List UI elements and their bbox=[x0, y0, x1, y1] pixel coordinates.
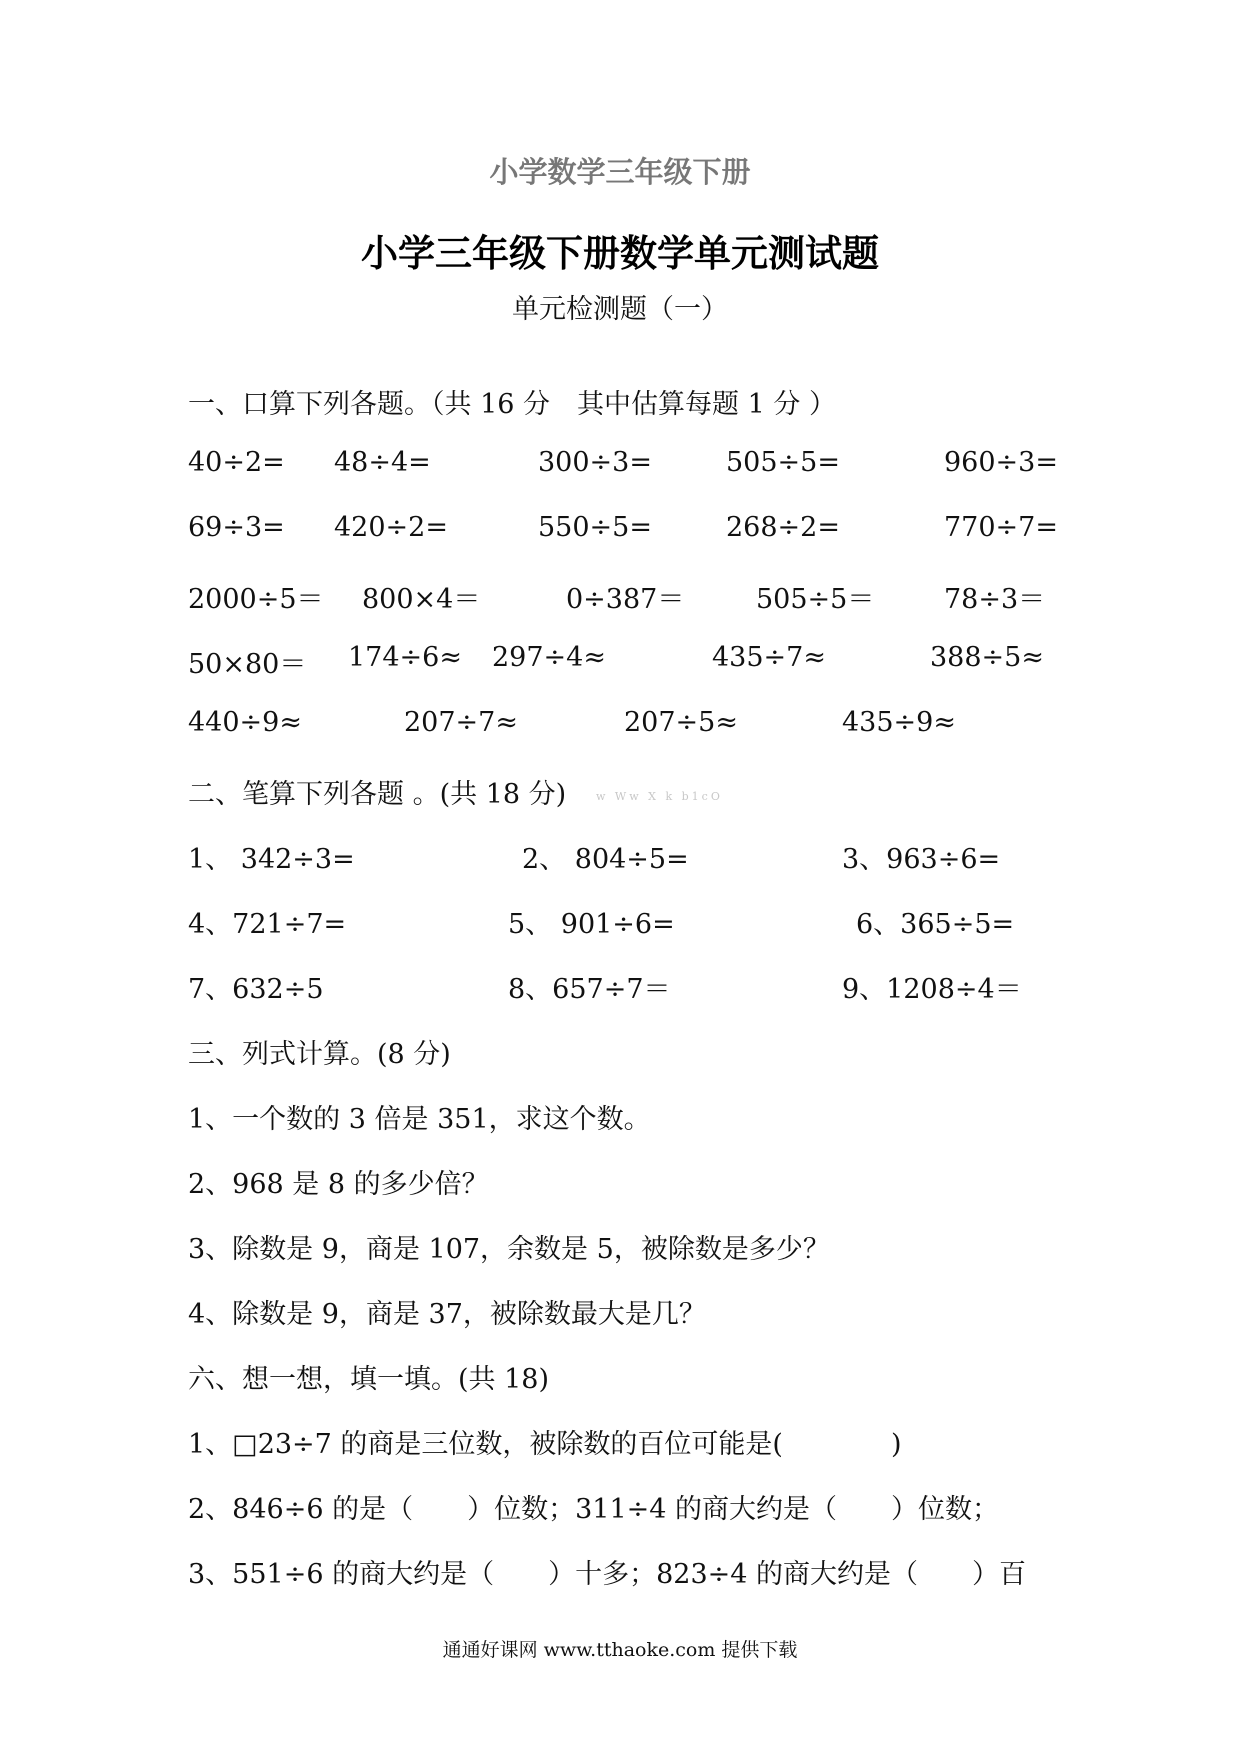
mental-calc-item: 174÷6≈ bbox=[348, 642, 462, 673]
mental-calc-item: 505÷5= bbox=[726, 447, 840, 478]
written-calc-item: 5、 901÷6= bbox=[508, 909, 675, 940]
page-footer: 通通好课网 www.tthaoke.com 提供下载 bbox=[442, 1639, 798, 1661]
mental-calc-item: 0÷387＝ bbox=[566, 584, 685, 615]
mental-calc-item: 420÷2= bbox=[334, 512, 448, 543]
page-subtitle: 单元检测题（一） bbox=[512, 294, 728, 325]
written-calc-item: 3、963÷6= bbox=[842, 844, 1001, 875]
section1-heading: 一、口算下列各题。（共 16 分 其中估算每题 1 分 ） bbox=[188, 389, 836, 420]
word-problem-item: 3、除数是 9，商是 107，余数是 5，被除数是多少？ bbox=[188, 1234, 830, 1265]
watermark: w Ww X k b1cO bbox=[596, 790, 723, 803]
mental-calc-item: 770÷7= bbox=[944, 512, 1058, 543]
fill-blank-item: 1、□23÷7 的商是三位数，被除数的百位可能是( ) bbox=[188, 1429, 902, 1460]
mental-calc-item: 435÷7≈ bbox=[712, 642, 826, 673]
mental-calc-item: 550÷5= bbox=[538, 512, 652, 543]
written-calc-item: 4、721÷7= bbox=[188, 909, 347, 940]
page-header: 小学数学三年级下册 bbox=[489, 155, 751, 189]
section3-heading: 三、列式计算。(8 分) bbox=[188, 1039, 451, 1070]
fill-blank-item: 3、551÷6 的商大约是（ ）十多；823÷4 的商大约是（ ）百 bbox=[188, 1559, 1027, 1590]
mental-calc-item: 440÷9≈ bbox=[188, 707, 302, 738]
mental-calc-item: 800×4＝ bbox=[362, 584, 481, 615]
mental-calc-item: 207÷7≈ bbox=[404, 707, 518, 738]
word-problem-item: 4、除数是 9，商是 37，被除数最大是几？ bbox=[188, 1299, 706, 1330]
mental-calc-item: 50×80＝ bbox=[188, 649, 307, 680]
written-calc-item: 2、 804÷5= bbox=[522, 844, 689, 875]
section6-heading: 六、想一想，填一填。(共 18) bbox=[188, 1364, 550, 1395]
mental-calc-item: 960÷3= bbox=[944, 447, 1058, 478]
word-problem-item: 2、968 是 8 的多少倍？ bbox=[188, 1169, 489, 1200]
mental-calc-item: 207÷5≈ bbox=[624, 707, 738, 738]
fill-blank-item: 2、846÷6 的是（ ）位数；311÷4 的商大约是（ ）位数； bbox=[188, 1494, 1000, 1525]
written-calc-item: 9、1208÷4＝ bbox=[842, 974, 1022, 1005]
written-calc-item: 1、 342÷3= bbox=[188, 844, 355, 875]
mental-calc-item: 297÷4≈ bbox=[492, 642, 606, 673]
written-calc-item: 8、657÷7＝ bbox=[508, 974, 671, 1005]
mental-calc-item: 388÷5≈ bbox=[930, 642, 1044, 673]
mental-calc-item: 300÷3= bbox=[538, 447, 652, 478]
mental-calc-item: 69÷3= bbox=[188, 512, 285, 543]
mental-calc-item: 78÷3＝ bbox=[944, 584, 1046, 615]
written-calc-item: 7、632÷5 bbox=[188, 974, 324, 1005]
written-calc-item: 6、365÷5= bbox=[856, 909, 1015, 940]
section2-heading: 二、笔算下列各题 。(共 18 分) bbox=[188, 779, 567, 810]
mental-calc-item: 435÷9≈ bbox=[842, 707, 956, 738]
mental-calc-item: 48÷4= bbox=[334, 447, 431, 478]
mental-calc-item: 268÷2= bbox=[726, 512, 840, 543]
word-problem-item: 1、一个数的 3 倍是 351，求这个数。 bbox=[188, 1104, 651, 1135]
mental-calc-item: 40÷2= bbox=[188, 447, 285, 478]
page-title: 小学三年级下册数学单元测试题 bbox=[361, 231, 879, 275]
mental-calc-item: 2000÷5＝ bbox=[188, 584, 324, 615]
mental-calc-item: 505÷5＝ bbox=[756, 584, 875, 615]
